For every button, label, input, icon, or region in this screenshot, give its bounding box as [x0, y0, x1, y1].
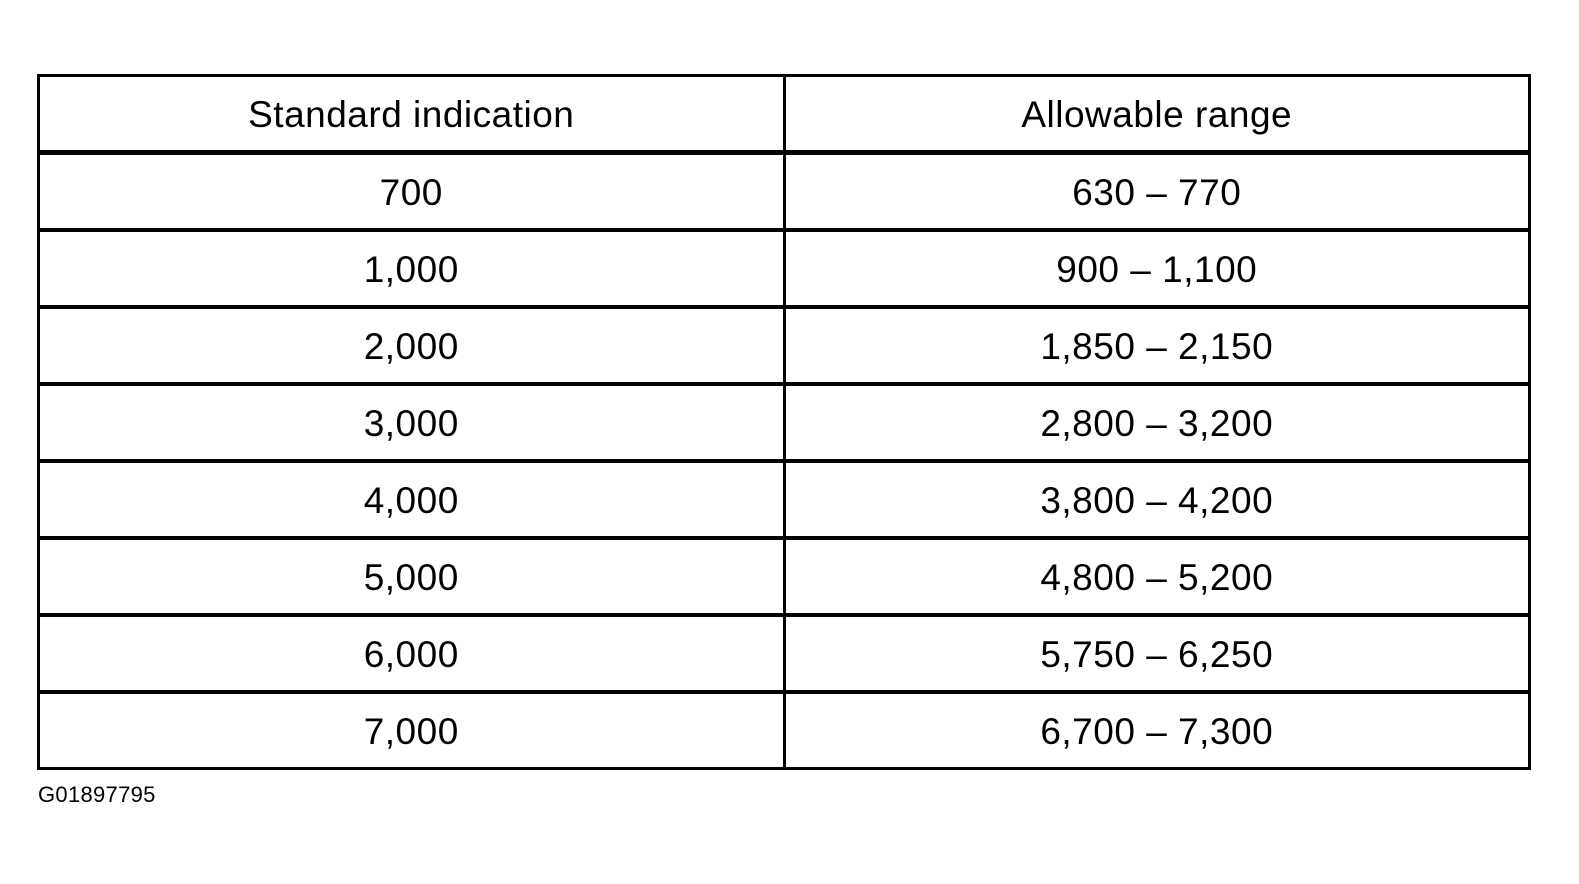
table-row — [39, 384, 1530, 461]
standard-indication-cell: 5,000 — [39, 538, 785, 615]
allowable-range-cell: 4,800 – 5,200 — [784, 538, 1530, 615]
table-header-row — [39, 76, 1530, 153]
table-row — [39, 230, 1530, 307]
standard-indication-cell: 700 — [39, 153, 785, 231]
figure-id-label: G01897795 — [38, 782, 156, 807]
table-row — [39, 461, 1530, 538]
allowable-range-cell: 3,800 – 4,200 — [784, 461, 1530, 538]
table-row — [39, 615, 1530, 692]
table-row — [39, 692, 1530, 769]
allowable-range-cell: 900 – 1,100 — [784, 230, 1530, 307]
standard-indication-cell: 3,000 — [39, 384, 785, 461]
table-row — [39, 153, 1530, 231]
allowable-range-cell: 630 – 770 — [784, 153, 1530, 231]
header-allowable-range: Allowable range — [784, 76, 1530, 153]
table-row — [39, 538, 1530, 615]
header-standard-indication: Standard indication — [39, 76, 785, 153]
standard-indication-cell: 2,000 — [39, 307, 785, 384]
table-row — [39, 307, 1530, 384]
specification-table — [37, 74, 1531, 770]
allowable-range-cell: 6,700 – 7,300 — [784, 692, 1530, 769]
allowable-range-cell: 5,750 – 6,250 — [784, 615, 1530, 692]
standard-indication-cell: 6,000 — [39, 615, 785, 692]
allowable-range-cell: 1,850 – 2,150 — [784, 307, 1530, 384]
allowable-range-cell: 2,800 – 3,200 — [784, 384, 1530, 461]
standard-indication-cell: 1,000 — [39, 230, 785, 307]
standard-indication-cell: 4,000 — [39, 461, 785, 538]
standard-indication-cell: 7,000 — [39, 692, 785, 769]
